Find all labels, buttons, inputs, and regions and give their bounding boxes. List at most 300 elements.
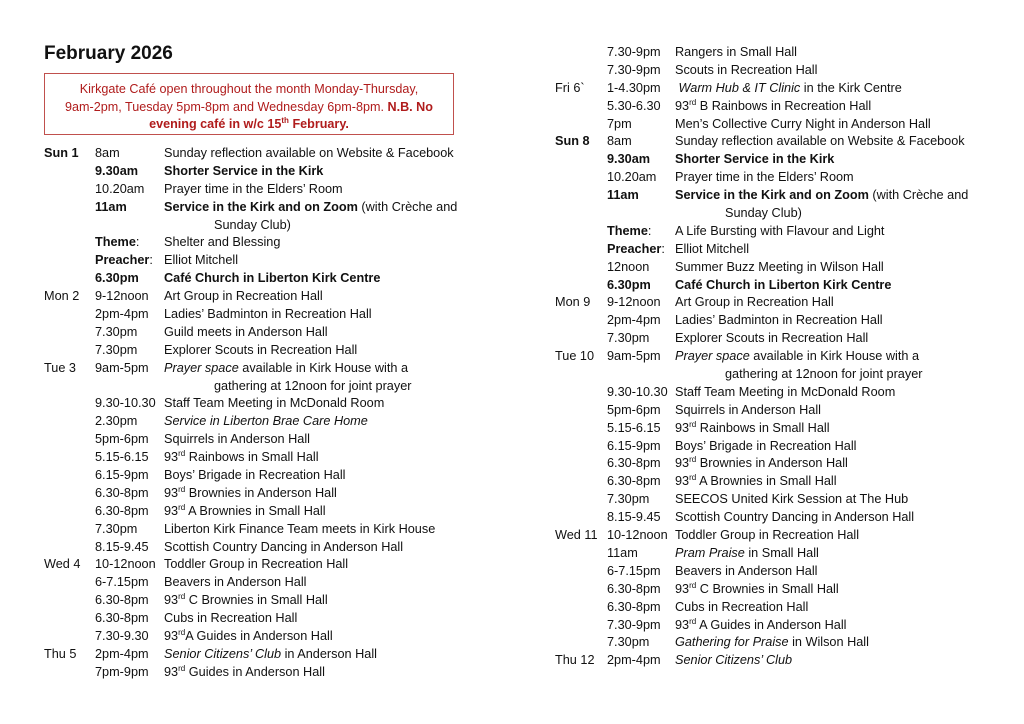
time-label: [95, 664, 165, 682]
time-value: 7.30-9pm: [607, 45, 661, 59]
time-label: [607, 187, 677, 205]
time-label: [95, 288, 165, 306]
time-value: 2pm-4pm: [95, 307, 149, 322]
time-label: [607, 473, 677, 491]
event-description: [675, 402, 821, 420]
description-part: Toddler Group in Recreation Hall: [675, 528, 860, 543]
time-value: 8.15-9.45: [607, 510, 661, 525]
event-description: [164, 413, 368, 431]
time-value: 6.30-8pm: [607, 581, 661, 596]
event-description: [675, 491, 908, 509]
ordinal-suffix: rd: [689, 616, 697, 626]
event-description: [675, 545, 819, 563]
description-part: (with Crèche and: [357, 199, 458, 214]
time-label: [607, 44, 677, 62]
time-label: [607, 241, 677, 259]
time-label: [95, 539, 165, 557]
event-description: [675, 133, 965, 151]
description-part: Pram Praise: [675, 545, 745, 560]
notice-bold-2: evening café in w/c 15: [149, 117, 282, 131]
description-part: Prayer space: [675, 349, 750, 364]
event-description: [164, 145, 454, 163]
notice-line-1: Kirkgate Café open throughout the month Monday-Thursday,: [79, 82, 419, 96]
time-label: [607, 151, 677, 169]
ordinal-suffix: rd: [178, 502, 186, 512]
description-part: Café Church in Liberton Kirk Centre: [675, 277, 892, 292]
day-label: Thu 12: [555, 653, 595, 668]
description-part: Summer Buzz Meeting in Wilson Hall: [675, 259, 884, 274]
day-label: Thu 5: [44, 646, 77, 661]
description-part: Shelter and Blessing: [164, 235, 281, 250]
description-part: 93: [675, 456, 690, 471]
time-label: [95, 503, 165, 521]
event-description: [164, 646, 377, 664]
description-part: Scouts in Recreation Hall: [675, 62, 818, 77]
event-description: [675, 527, 859, 545]
time-label: [95, 360, 165, 378]
time-value: 6.15-9pm: [607, 438, 661, 453]
event-description: [164, 199, 457, 217]
time-label: [607, 62, 677, 80]
event-description: [675, 420, 830, 438]
description-part: Guides in Anderson Hall: [185, 664, 325, 679]
event-description: [675, 348, 919, 366]
time-value: 5pm-6pm: [607, 402, 661, 417]
ordinal-suffix: rd: [689, 580, 697, 590]
event-description: [164, 628, 333, 646]
time-value: 6.30-8pm: [95, 503, 149, 518]
time-label: [607, 116, 677, 134]
description-part: C Brownies in Small Hall: [696, 581, 839, 596]
description-part: 93: [675, 617, 690, 632]
time-label: [607, 133, 677, 151]
description-part: in Anderson Hall: [281, 646, 377, 661]
time-value: 7.30-9pm: [607, 62, 661, 77]
time-value: 5pm-6pm: [95, 432, 149, 447]
description-part: A Brownies in Small Hall: [696, 474, 837, 489]
page-title: February 2026: [44, 43, 173, 64]
day-label: Wed 11: [555, 528, 598, 543]
description-part: Sunday reflection available on Website & Facebook: [164, 146, 454, 160]
description-part: Liberton Kirk Finance Team meets in Kirk House: [164, 521, 436, 536]
description-part: Scottish Country Dancing in Anderson Hall: [164, 539, 404, 554]
time-value: 7.30pm: [95, 342, 138, 357]
time-value: Preacher: [607, 241, 662, 256]
time-value: 2pm-4pm: [95, 646, 149, 661]
time-value: 7.30-9pm: [607, 617, 661, 632]
event-description: [675, 509, 914, 527]
time-label: [607, 259, 677, 277]
event-description: [164, 395, 384, 413]
time-label: [607, 169, 677, 187]
time-value: 11am: [607, 188, 639, 203]
time-suffix: :: [149, 253, 153, 268]
description-part: Explorer Scouts in Recreation Hall: [675, 331, 869, 346]
time-label: [95, 592, 165, 610]
time-value: Theme: [607, 223, 648, 238]
time-label: [95, 467, 165, 485]
description-part: Men’s Collective Curry Night in Anderson Hall: [675, 116, 931, 131]
ordinal-suffix: rd: [178, 628, 186, 638]
time-value: 9am-5pm: [95, 360, 149, 375]
time-value: 9-12noon: [95, 289, 149, 304]
time-value: 9am-5pm: [607, 349, 661, 364]
event-description: [675, 652, 792, 670]
time-label: [95, 646, 165, 664]
description-part: Elliot Mitchell: [164, 253, 239, 268]
event-description: [675, 151, 834, 169]
time-value: 10.20am: [607, 170, 657, 185]
time-value: 7.30-9.30: [95, 629, 149, 644]
description-part: Boys’ Brigade in Recreation Hall: [675, 438, 857, 453]
event-description: [164, 234, 280, 252]
time-label: [607, 384, 677, 402]
time-value: 7pm-9pm: [95, 664, 149, 679]
event-description: [675, 277, 891, 295]
description-part: Gathering for Praise: [675, 635, 789, 650]
time-value: 10.20am: [95, 181, 145, 196]
time-label: [95, 306, 165, 324]
event-description: [164, 485, 337, 503]
time-value: 2.30pm: [95, 414, 138, 429]
event-description: [164, 539, 403, 557]
description-part: Beavers in Anderson Hall: [675, 563, 818, 578]
time-value: 1-4.30pm: [607, 80, 661, 95]
description-part: Beavers in Anderson Hall: [164, 575, 307, 590]
time-label: [607, 563, 677, 581]
event-description: [675, 241, 749, 259]
description-part: Senior Citizens’ Club: [675, 653, 793, 668]
time-value: 8.15-9.45: [95, 539, 149, 554]
ordinal-suffix: rd: [178, 484, 186, 494]
continuation-text: Sunday Club): [214, 217, 291, 232]
description-part: Senior Citizens’ Club: [164, 646, 282, 661]
description-part: Café Church in Liberton Kirk Centre: [164, 271, 381, 286]
time-label: [607, 420, 677, 438]
event-description: [675, 438, 856, 456]
event-description: [675, 223, 884, 241]
description-part: Staff Team Meeting in McDonald Room: [675, 384, 896, 399]
time-value: 9.30-10.30: [607, 384, 668, 399]
time-value: 2pm-4pm: [607, 313, 661, 328]
description-part: Squirrels in Anderson Hall: [164, 432, 310, 447]
continuation-text: gathering at 12noon for joint prayer: [214, 378, 412, 393]
event-description: [675, 473, 837, 491]
event-description: [675, 169, 854, 187]
event-description: [164, 503, 326, 521]
ordinal-suffix: rd: [689, 473, 697, 483]
event-description: [675, 617, 846, 635]
time-label: [95, 574, 165, 592]
time-label: [607, 438, 677, 456]
description-part: Toddler Group in Recreation Hall: [164, 557, 349, 572]
ordinal-suffix: rd: [689, 97, 697, 107]
description-part: Scottish Country Dancing in Anderson Hall: [675, 510, 915, 525]
time-suffix: :: [647, 223, 652, 238]
time-value: 11am: [607, 545, 638, 560]
description-part: in Wilson Hall: [788, 635, 869, 650]
time-value: 8am: [607, 134, 632, 149]
time-label: [95, 181, 165, 199]
description-part: B Rainbows in Recreation Hall: [696, 98, 872, 113]
event-description: [164, 181, 343, 199]
time-value: 6.30pm: [95, 271, 139, 286]
ordinal-suffix: rd: [689, 419, 697, 429]
time-value: 5.15-6.15: [95, 450, 149, 465]
time-value: 6.30-8pm: [607, 456, 661, 471]
time-label: [607, 330, 677, 348]
continuation-text: Sunday Club): [725, 206, 802, 221]
description-part: Brownies in Anderson Hall: [696, 456, 848, 471]
time-label: [607, 617, 677, 635]
time-value: 8am: [95, 146, 120, 160]
time-value: 10-12noon: [95, 557, 156, 572]
time-label: [607, 581, 677, 599]
time-value: 7.30pm: [607, 635, 650, 650]
time-label: [95, 324, 165, 342]
event-description: [675, 80, 902, 98]
event-description: [164, 556, 348, 574]
event-description: [675, 98, 871, 116]
time-label: [607, 545, 677, 563]
event-description: [164, 270, 380, 288]
time-value: 11am: [95, 199, 127, 214]
time-value: 10-12noon: [607, 528, 668, 543]
description-part: 93: [164, 593, 179, 608]
description-part: Staff Team Meeting in McDonald Room: [164, 396, 385, 411]
event-description: [675, 455, 848, 473]
description-part: 93: [164, 629, 179, 644]
description-part: 93: [675, 581, 690, 596]
description-part: 93: [675, 98, 690, 113]
ordinal-suffix: rd: [178, 663, 186, 673]
time-label: [607, 509, 677, 527]
event-description: [164, 449, 319, 467]
description-part: SEECOS United Kirk Session at The Hub: [675, 492, 909, 507]
time-label: [95, 252, 165, 270]
description-part: A Brownies in Small Hall: [185, 503, 326, 518]
time-value: 6-7.15pm: [607, 563, 661, 578]
time-value: 5.30-6.30: [607, 98, 661, 113]
description-part: Rangers in Small Hall: [675, 45, 797, 59]
day-label: Mon 2: [44, 289, 80, 304]
day-label: Tue 3: [44, 360, 76, 375]
time-value: 6.30-8pm: [607, 474, 661, 489]
description-part: Service in Liberton Brae Care Home: [164, 414, 368, 429]
time-value: 2pm-4pm: [607, 653, 661, 668]
day-label: Sun 8: [555, 134, 590, 149]
time-value: 6.30-8pm: [95, 611, 149, 626]
description-part: Squirrels in Anderson Hall: [675, 402, 821, 417]
time-label: [95, 145, 165, 163]
day-label: Fri 6`: [555, 80, 585, 95]
time-label: [607, 223, 677, 241]
cafe-notice-box: [44, 73, 454, 135]
description-part: Ladies’ Badminton in Recreation Hall: [675, 313, 883, 328]
event-description: [675, 581, 839, 599]
description-part: available in Kirk House with a: [238, 360, 408, 375]
description-part: A Guides in Anderson Hall: [185, 629, 333, 644]
day-label: Mon 9: [555, 295, 591, 310]
time-value: 9.30am: [607, 152, 651, 167]
event-description: [164, 521, 435, 539]
event-description: [164, 288, 323, 306]
event-description: [675, 599, 808, 617]
time-label: [95, 413, 165, 431]
time-label: [607, 634, 677, 652]
description-part: Elliot Mitchell: [675, 241, 750, 256]
time-value: 7.30pm: [95, 324, 138, 339]
day-label: Sun 1: [44, 146, 79, 160]
description-part: 93: [164, 485, 179, 500]
time-value: 6-7.15pm: [95, 575, 149, 590]
event-description: [164, 431, 310, 449]
event-description: [675, 563, 817, 581]
event-description: [164, 163, 323, 181]
event-description: [675, 62, 817, 80]
description-part: Prayer time in the Elders’ Room: [675, 170, 854, 185]
notice-bold-1: N.B. No: [387, 99, 433, 114]
time-label: [607, 80, 677, 98]
description-part: Warm Hub & IT Clinic: [675, 80, 801, 95]
description-part: 93: [164, 664, 179, 679]
description-part: A Life Bursting with Flavour and Light: [675, 223, 885, 238]
ordinal-suffix: rd: [178, 449, 186, 459]
time-label: [95, 628, 165, 646]
time-label: [607, 277, 677, 295]
time-label: [95, 610, 165, 628]
time-value: 5.15-6.15: [607, 420, 661, 435]
description-part: Explorer Scouts in Recreation Hall: [164, 342, 358, 357]
time-suffix: :: [661, 241, 665, 256]
time-label: [607, 491, 677, 509]
event-description: [675, 634, 869, 652]
event-description: [164, 574, 306, 592]
description-part: Art Group in Recreation Hall: [164, 289, 323, 304]
event-description: [675, 384, 895, 402]
time-label: [607, 527, 677, 545]
event-description: [675, 259, 884, 277]
time-value: 7pm: [607, 116, 632, 131]
description-part: in the Kirk Centre: [800, 80, 902, 95]
description-part: Guild meets in Anderson Hall: [164, 324, 328, 339]
event-description: [675, 44, 797, 62]
description-part: Art Group in Recreation Hall: [675, 295, 834, 310]
event-description: [164, 592, 328, 610]
description-part: in Small Hall: [744, 545, 819, 560]
time-value: 6.30pm: [607, 277, 651, 292]
description-part: 93: [675, 474, 690, 489]
description-part: Ladies’ Badminton in Recreation Hall: [164, 307, 372, 322]
time-label: [607, 348, 677, 366]
time-label: [607, 294, 677, 312]
description-part: Rainbows in Small Hall: [696, 420, 830, 435]
ordinal-suffix: rd: [178, 592, 186, 602]
event-description: [164, 360, 408, 378]
description-part: Cubs in Recreation Hall: [164, 611, 298, 626]
time-value: 12noon: [607, 259, 650, 274]
event-description: [164, 342, 357, 360]
description-part: 93: [164, 450, 179, 465]
time-value: 6.30-8pm: [607, 599, 661, 614]
notice-bold-3: February.: [292, 117, 349, 131]
time-value: 9.30-10.30: [95, 396, 156, 411]
time-value: 7.30pm: [95, 521, 138, 536]
time-value: 6.15-9pm: [95, 468, 149, 483]
description-part: A Guides in Anderson Hall: [696, 617, 847, 632]
time-label: [607, 455, 677, 473]
description-part: Sunday reflection available on Website & Facebook: [675, 134, 965, 149]
time-suffix: :: [135, 235, 140, 250]
description-part: (with Crèche and: [868, 188, 969, 203]
time-value: Theme: [95, 235, 136, 250]
description-part: Boys’ Brigade in Recreation Hall: [164, 468, 346, 483]
description-part: Brownies in Anderson Hall: [185, 485, 337, 500]
event-description: [164, 306, 372, 324]
day-label: Tue 10: [555, 349, 595, 364]
time-value: 6.30-8pm: [95, 485, 149, 500]
event-description: [675, 187, 968, 205]
time-label: [607, 402, 677, 420]
time-label: [95, 270, 165, 288]
event-description: [675, 294, 834, 312]
description-part: Service in the Kirk and on Zoom: [675, 188, 869, 203]
time-label: [95, 431, 165, 449]
day-label: Wed 4: [44, 557, 81, 572]
time-value: Preacher: [95, 253, 150, 268]
event-description: [675, 312, 883, 330]
time-label: [95, 234, 165, 252]
description-part: Shorter Service in the Kirk: [675, 152, 835, 167]
time-label: [95, 342, 165, 360]
continuation-text: gathering at 12noon for joint prayer: [725, 367, 923, 382]
description-part: available in Kirk House with a: [749, 349, 919, 364]
event-description: [164, 610, 297, 628]
time-value: 7.30pm: [607, 492, 650, 507]
notice-bold-sup: th: [281, 116, 289, 125]
event-description: [164, 252, 238, 270]
time-label: [607, 599, 677, 617]
time-value: 6.30-8pm: [95, 593, 149, 608]
notice-line-2: 9am-2pm, Tuesday 5pm-8pm and Wednesday 6pm-8pm.: [65, 99, 384, 114]
event-description: [675, 116, 931, 134]
time-label: [95, 163, 165, 181]
event-description: [164, 467, 345, 485]
time-label: [95, 485, 165, 503]
description-part: 93: [675, 420, 690, 435]
time-value: 9.30am: [95, 163, 139, 178]
description-part: Cubs in Recreation Hall: [675, 599, 809, 614]
time-label: [95, 556, 165, 574]
time-value: 9-12noon: [607, 295, 661, 310]
description-part: Prayer space: [164, 360, 239, 375]
description-part: 93: [164, 503, 179, 518]
description-part: C Brownies in Small Hall: [185, 593, 328, 608]
event-description: [675, 330, 868, 348]
time-label: [607, 98, 677, 116]
description-part: Shorter Service in the Kirk: [164, 163, 324, 178]
description-part: Rainbows in Small Hall: [185, 450, 319, 465]
time-label: [95, 199, 165, 217]
time-label: [95, 449, 165, 467]
ordinal-suffix: rd: [689, 455, 697, 465]
description-part: Prayer time in the Elders’ Room: [164, 181, 343, 196]
time-label: [607, 652, 677, 670]
time-label: [95, 395, 165, 413]
event-description: [164, 324, 328, 342]
time-label: [95, 521, 165, 539]
time-value: 7.30pm: [607, 331, 650, 346]
